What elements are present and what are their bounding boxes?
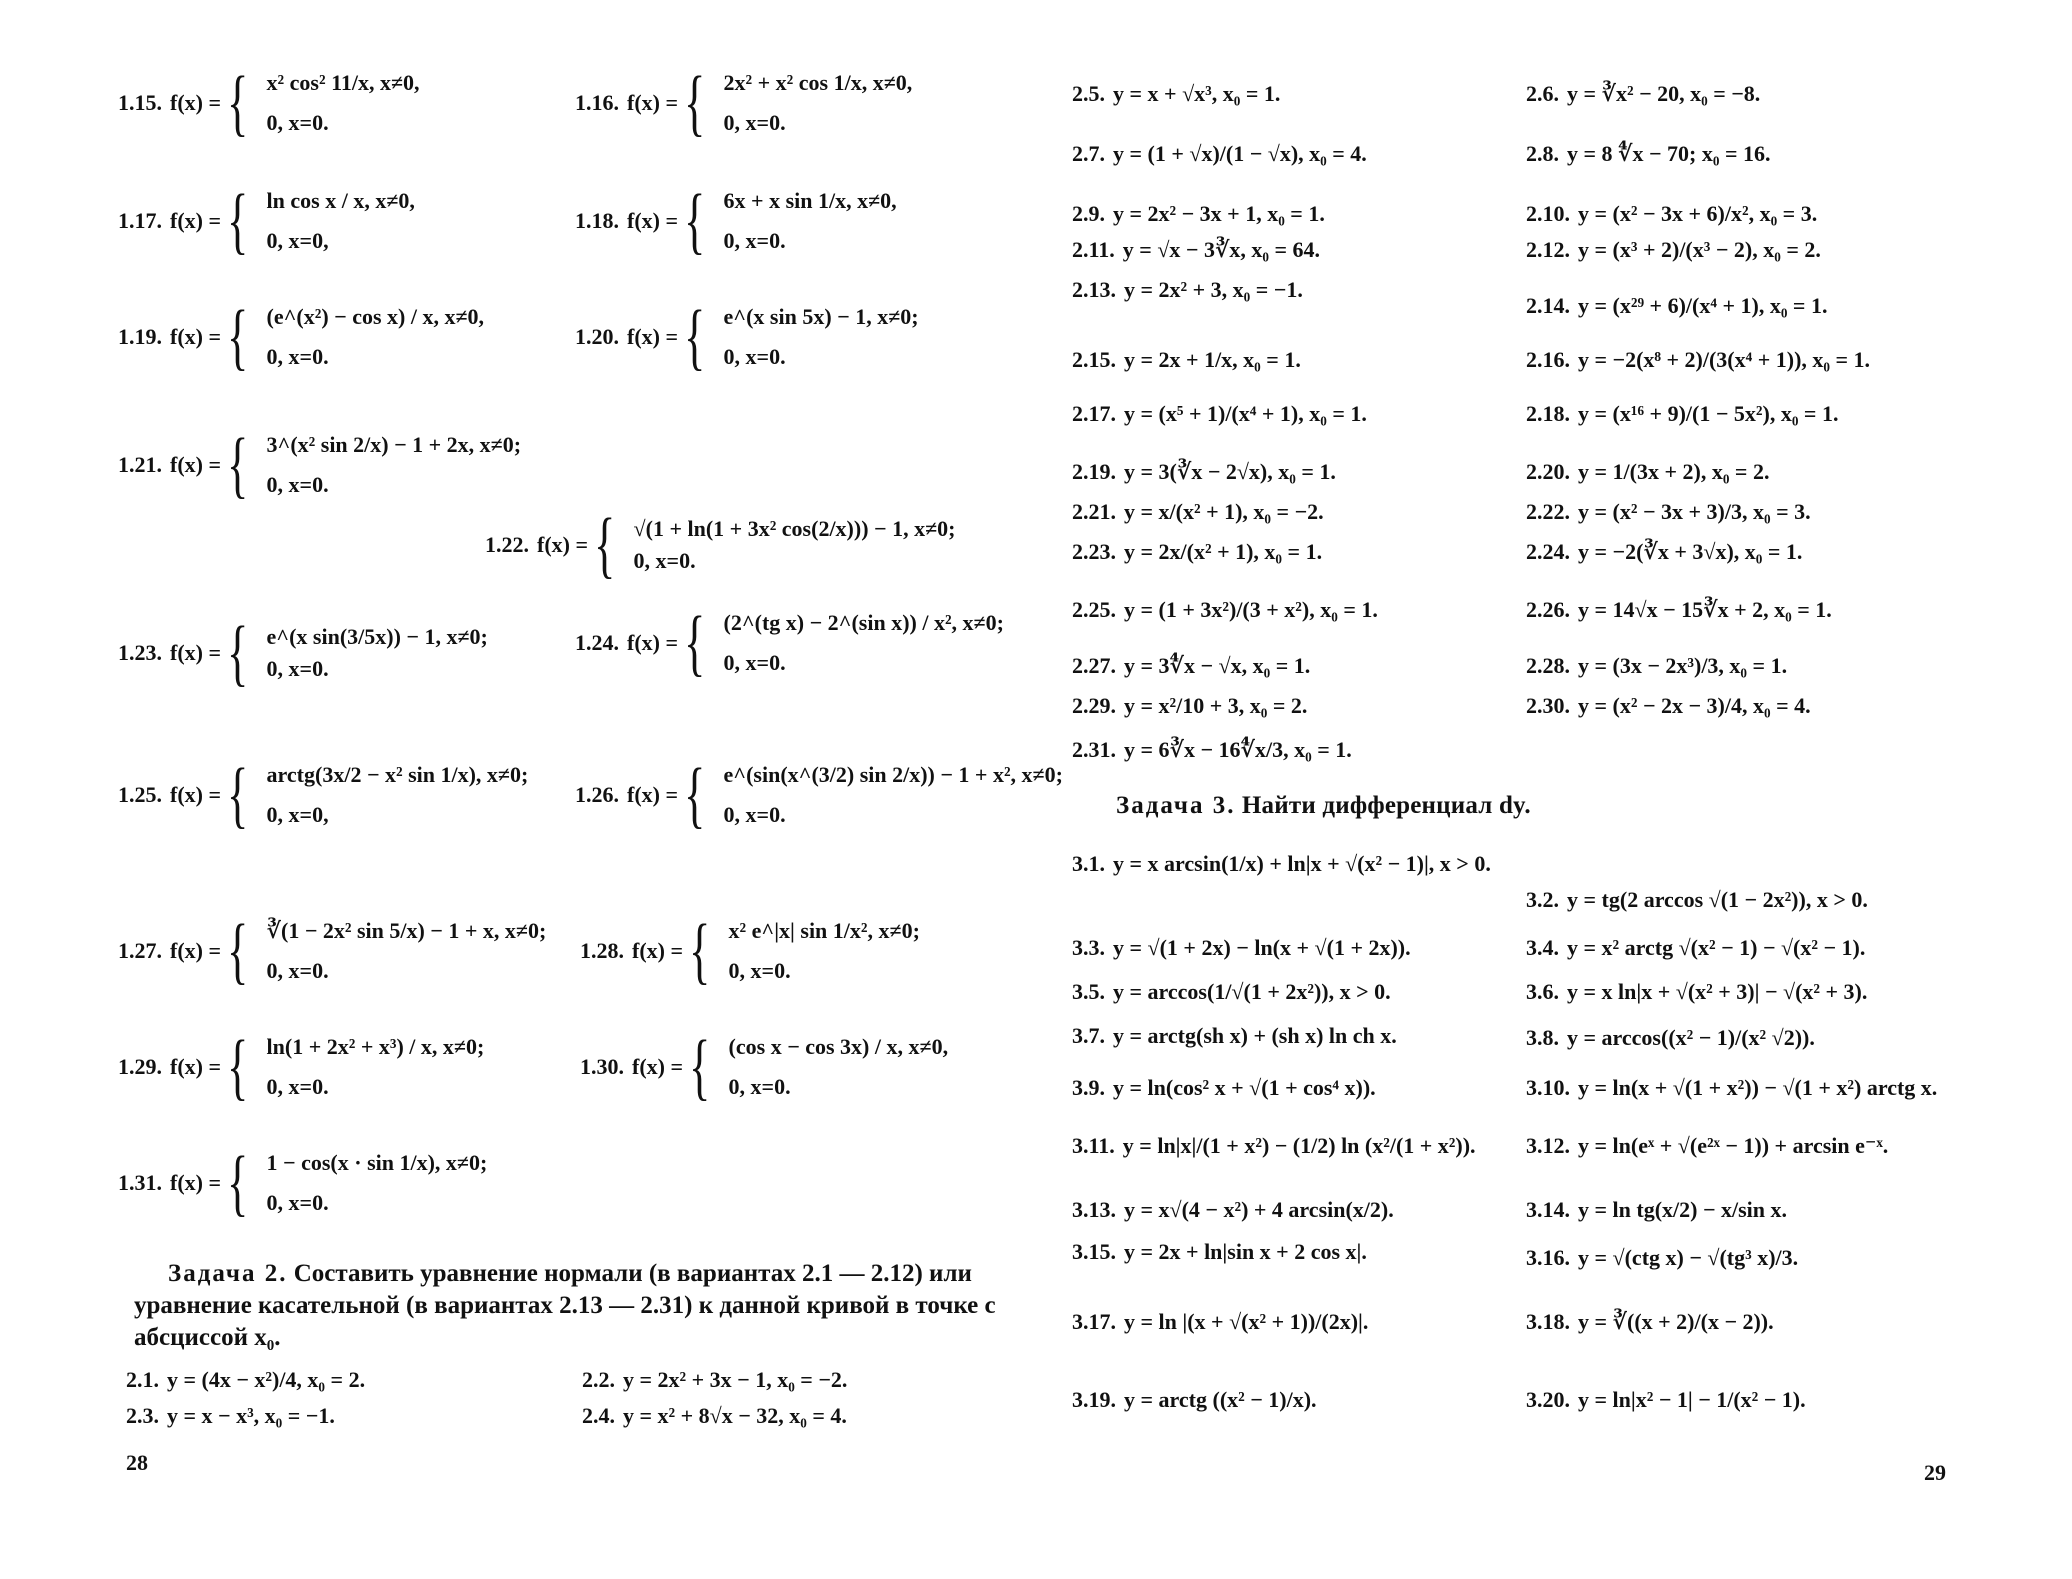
problem-number: 2.25.: [1072, 597, 1116, 622]
case-1: 3^(x² sin 2/x) − 1 + 2x, x≠0;: [266, 432, 522, 458]
cases: [724, 304, 919, 370]
cases: [724, 188, 897, 254]
problem-lhs: f(x) =: [537, 532, 589, 558]
problem-3-18: [1526, 1308, 1774, 1336]
problem-number: 3.16.: [1526, 1245, 1570, 1270]
problem-expression: y = ln(x + √(1 + x²)) − √(1 + x²) arctg x.: [1578, 1075, 1938, 1100]
problem-number: 2.24.: [1526, 539, 1570, 564]
problem-expression: y = x ln|x + √(x² + 3)| − √(x² + 3).: [1567, 979, 1868, 1004]
problem-number: 3.2.: [1526, 887, 1559, 912]
problem-lhs: f(x) =: [627, 782, 679, 808]
case-2: 0, x=0.: [723, 650, 786, 676]
problem-lhs: f(x) =: [170, 90, 222, 116]
problem-number: 3.3.: [1072, 935, 1105, 960]
brace: {: [684, 296, 706, 378]
problem-3-4: [1526, 934, 1865, 962]
problem-number: 3.20.: [1526, 1387, 1570, 1412]
problem-lhs: f(x) =: [627, 90, 679, 116]
brace: {: [227, 754, 249, 836]
problem-expression: y = x² + 8√x − 32, x₀ = 4.: [623, 1403, 847, 1428]
problem-lhs: f(x) =: [170, 640, 222, 666]
problem-3-5: [1072, 978, 1391, 1006]
problem-2-26: [1526, 596, 1832, 624]
case-2: 0, x=0.: [266, 1190, 329, 1216]
problem-1-31: [118, 1142, 488, 1224]
problem-expression: y = ln(cos² x + √(1 + cos⁴ x)).: [1113, 1075, 1376, 1100]
task2-text: Составить уравнение нормали (в вариантах 2.1 — 2.12) или уравнение касательной (в вариантах 2.13 — 2.31) к данной кривой в точке с абсциссой x₀.: [134, 1260, 996, 1351]
case-2: 0, x=0.: [266, 958, 329, 984]
brace: {: [227, 296, 249, 378]
problem-3-10: [1526, 1074, 1937, 1102]
problem-expression: y = √x − 3∛x, x₀ = 64.: [1122, 237, 1321, 262]
problem-number: 2.31.: [1072, 737, 1116, 762]
problem-number: 3.14.: [1526, 1197, 1570, 1222]
brace: {: [684, 180, 706, 262]
problem-number: 3.8.: [1526, 1025, 1559, 1050]
problem-3-2: [1526, 886, 1868, 914]
problem-expression: y = x − x³, x₀ = −1.: [167, 1403, 335, 1428]
problem-expression: y = 2x + 1/x, x₀ = 1.: [1124, 347, 1301, 372]
problem-lhs: f(x) =: [170, 208, 222, 234]
problem-expression: y = 8 ∜x − 70; x₀ = 16.: [1567, 141, 1771, 166]
page-number: 28: [126, 1450, 148, 1475]
problem-number: 2.15.: [1072, 347, 1116, 372]
problem-number: 3.7.: [1072, 1023, 1105, 1048]
brace: {: [684, 602, 706, 684]
problem-number: 1.22.: [485, 532, 529, 558]
problem-lhs: f(x) =: [170, 1170, 222, 1196]
problem-number: 3.19.: [1072, 1387, 1116, 1412]
problem-number: 3.1.: [1072, 851, 1105, 876]
problem-number: 3.17.: [1072, 1309, 1116, 1334]
problem-2-15: [1072, 346, 1301, 374]
problem-expression: y = 3∜x − √x, x₀ = 1.: [1124, 653, 1311, 678]
case-2: 0, x=0.: [266, 656, 329, 682]
problem-3-3: [1072, 934, 1411, 962]
problem-2-16: [1526, 346, 1870, 374]
problem-number: 2.5.: [1072, 81, 1105, 106]
problem-expression: y = (x²⁹ + 6)/(x⁴ + 1), x₀ = 1.: [1578, 293, 1828, 318]
problem-expression: y = arctg(sh x) + (sh x) ln ch x.: [1113, 1023, 1397, 1048]
problem-expression: y = −2(∛x + 3√x), x₀ = 1.: [1578, 539, 1803, 564]
problem-1-23: [118, 612, 488, 694]
case-2: 0, x=0.: [723, 344, 786, 370]
problem-number: 2.10.: [1526, 201, 1570, 226]
problem-expression: y = x + √x³, x₀ = 1.: [1113, 81, 1281, 106]
cases: [267, 304, 485, 370]
problem-2-7: [1072, 140, 1367, 168]
problem-expression: y = ln|x|/(1 + x²) − (1/2) ln (x²/(1 + x²)).: [1122, 1133, 1476, 1158]
case-2: 0, x=0.: [723, 228, 786, 254]
brace: {: [684, 62, 706, 144]
problem-number: 3.10.: [1526, 1075, 1570, 1100]
problem-number: 2.16.: [1526, 347, 1570, 372]
problem-number: 3.4.: [1526, 935, 1559, 960]
case-1: x² e^|x| sin 1/x², x≠0;: [728, 918, 920, 944]
problem-1-29: [118, 1026, 485, 1108]
problem-number: 1.27.: [118, 938, 162, 964]
problem-lhs: f(x) =: [632, 938, 684, 964]
problem-number: 1.15.: [118, 90, 162, 116]
problem-3-6: [1526, 978, 1867, 1006]
problem-expression: y = (1 + √x)/(1 − √x), x₀ = 4.: [1113, 141, 1367, 166]
problem-3-7: [1072, 1022, 1397, 1050]
problem-expression: y = arctg ((x² − 1)/x).: [1124, 1387, 1317, 1412]
problem-number: 2.8.: [1526, 141, 1559, 166]
problem-expression: y = (1 + 3x²)/(3 + x²), x₀ = 1.: [1124, 597, 1378, 622]
case-1: (cos x − cos 3x) / x, x≠0,: [728, 1034, 949, 1060]
problem-number: 2.4.: [582, 1403, 615, 1428]
problem-expression: y = tg(2 arccos √(1 − 2x²)), x > 0.: [1567, 887, 1868, 912]
cases: [267, 70, 420, 136]
problem-expression: y = 2x/(x² + 1), x₀ = 1.: [1124, 539, 1323, 564]
case-1: arctg(3x/2 − x² sin 1/x), x≠0;: [266, 762, 529, 788]
problem-number: 2.9.: [1072, 201, 1105, 226]
problem-number: 1.29.: [118, 1054, 162, 1080]
problem-3-13: [1072, 1196, 1394, 1224]
case-1: x² cos² 11/x, x≠0,: [266, 70, 420, 96]
task3-heading: [1116, 792, 1531, 820]
problem-3-12: [1526, 1132, 1888, 1160]
problem-expression: y = 2x² + 3x − 1, x₀ = −2.: [623, 1367, 848, 1392]
problem-number: 2.17.: [1072, 401, 1116, 426]
problem-number: 1.25.: [118, 782, 162, 808]
problem-1-21: [118, 424, 522, 506]
problem-expression: y = 1/(3x + 2), x₀ = 2.: [1578, 459, 1770, 484]
problem-expression: y = √(ctg x) − √(tg³ x)/3.: [1578, 1245, 1799, 1270]
cases: [729, 918, 920, 984]
task2-statement: [134, 1258, 1034, 1354]
problem-2-3: [126, 1402, 335, 1430]
case-1: e^(x sin(3/5x)) − 1, x≠0;: [266, 624, 488, 650]
case-1: ∛(1 − 2x² sin 5/x) − 1 + x, x≠0;: [266, 918, 547, 944]
brace: {: [684, 754, 706, 836]
problem-number: 2.30.: [1526, 693, 1570, 718]
brace: {: [227, 424, 249, 506]
problem-number: 3.6.: [1526, 979, 1559, 1004]
problem-expression: y = x√(4 − x²) + 4 arcsin(x/2).: [1124, 1197, 1394, 1222]
problem-expression: y = x arcsin(1/x) + ln|x + √(x² − 1)|, x > 0.: [1113, 851, 1491, 876]
case-1: e^(sin(x^(3/2) sin 2/x)) − 1 + x², x≠0;: [723, 762, 1063, 788]
problem-1-18: [575, 180, 897, 262]
brace: {: [689, 1026, 711, 1108]
cases: [267, 624, 488, 682]
problem-expression: y = (4x − x²)/4, x₀ = 2.: [167, 1367, 366, 1392]
problem-expression: y = 2x² + 3, x₀ = −1.: [1124, 277, 1303, 302]
problem-lhs: f(x) =: [632, 1054, 684, 1080]
brace: {: [227, 612, 249, 694]
problem-expression: y = x²/10 + 3, x₀ = 2.: [1124, 693, 1308, 718]
problem-expression: y = ∛((x + 2)/(x − 2)).: [1578, 1309, 1774, 1334]
problem-expression: y = (x² − 2x − 3)/4, x₀ = 4.: [1578, 693, 1811, 718]
problem-1-25: [118, 754, 529, 836]
problem-2-23: [1072, 538, 1322, 566]
problem-1-22: [485, 504, 956, 586]
problem-expression: y = 2x + ln|sin x + 2 cos x|.: [1124, 1239, 1367, 1264]
problem-expression: y = (x² − 3x + 3)/3, x₀ = 3.: [1578, 499, 1811, 524]
problem-2-8: [1526, 140, 1771, 168]
problem-expression: y = ln |(x + √(x² + 1))/(2x)|.: [1124, 1309, 1369, 1334]
problem-number: 2.12.: [1526, 237, 1570, 262]
case-2: 0, x=0.: [633, 548, 696, 574]
task3-label: Задача 3.: [1116, 792, 1236, 819]
problem-number: 2.26.: [1526, 597, 1570, 622]
problem-number: 2.6.: [1526, 81, 1559, 106]
problem-2-30: [1526, 692, 1811, 720]
problem-lhs: f(x) =: [627, 324, 679, 350]
problem-1-19: [118, 296, 485, 378]
problem-number: 3.13.: [1072, 1197, 1116, 1222]
brace: {: [227, 1142, 249, 1224]
problem-number: 3.15.: [1072, 1239, 1116, 1264]
problem-2-22: [1526, 498, 1811, 526]
problem-expression: y = ∛x² − 20, x₀ = −8.: [1567, 81, 1761, 106]
problem-expression: y = ln(eˣ + √(e²ˣ − 1)) + arcsin e⁻ˣ.: [1578, 1133, 1889, 1158]
problem-number: 2.28.: [1526, 653, 1570, 678]
problem-expression: y = (3x − 2x³)/3, x₀ = 1.: [1578, 653, 1788, 678]
problem-2-2: [582, 1366, 847, 1394]
brace: {: [689, 910, 711, 992]
problem-2-11: [1072, 236, 1320, 264]
problem-number: 2.7.: [1072, 141, 1105, 166]
problem-number: 2.22.: [1526, 499, 1570, 524]
problem-2-4: [582, 1402, 847, 1430]
problem-3-20: [1526, 1386, 1806, 1414]
problem-number: 3.11.: [1072, 1133, 1115, 1158]
problem-2-6: [1526, 80, 1760, 108]
problem-number: 1.21.: [118, 452, 162, 478]
problem-number: 1.24.: [575, 630, 619, 656]
problem-number: 2.23.: [1072, 539, 1116, 564]
case-1: 2x² + x² cos 1/x, x≠0,: [723, 70, 913, 96]
problem-number: 2.20.: [1526, 459, 1570, 484]
problem-expression: y = √(1 + 2x) − ln(x + √(1 + 2x)).: [1113, 935, 1411, 960]
problem-2-21: [1072, 498, 1324, 526]
problem-number: 2.2.: [582, 1367, 615, 1392]
problem-3-11: [1072, 1132, 1476, 1160]
problem-2-20: [1526, 458, 1769, 486]
problem-1-24: [575, 602, 1004, 684]
problem-expression: y = 6∛x − 16∜x/3, x₀ = 1.: [1124, 737, 1352, 762]
case-2: 0, x=0.: [266, 344, 329, 370]
problem-number: 1.23.: [118, 640, 162, 666]
brace: {: [227, 1026, 249, 1108]
problem-2-29: [1072, 692, 1307, 720]
case-2: 0, x=0.: [728, 958, 791, 984]
problem-1-17: [118, 180, 415, 262]
problem-expression: y = ln|x² − 1| − 1/(x² − 1).: [1578, 1387, 1806, 1412]
problem-number: 3.5.: [1072, 979, 1105, 1004]
problem-lhs: f(x) =: [170, 324, 222, 350]
problem-expression: y = x/(x² + 1), x₀ = −2.: [1124, 499, 1324, 524]
problem-expression: y = 3(∛x − 2√x), x₀ = 1.: [1124, 459, 1336, 484]
case-2: 0, x=0.: [723, 110, 786, 136]
problem-number: 2.13.: [1072, 277, 1116, 302]
problem-number: 2.14.: [1526, 293, 1570, 318]
problem-2-1: [126, 1366, 365, 1394]
problem-2-9: [1072, 200, 1325, 228]
problem-number: 2.21.: [1072, 499, 1116, 524]
problem-3-17: [1072, 1308, 1368, 1336]
problem-number: 3.18.: [1526, 1309, 1570, 1334]
problem-2-24: [1526, 538, 1802, 566]
problem-expression: y = (x² − 3x + 6)/x², x₀ = 3.: [1578, 201, 1818, 226]
problem-2-12: [1526, 236, 1821, 264]
problem-lhs: f(x) =: [170, 452, 222, 478]
cases: [634, 516, 956, 574]
case-2: 0, x=0.: [266, 110, 329, 136]
problem-expression: y = (x⁵ + 1)/(x⁴ + 1), x₀ = 1.: [1124, 401, 1367, 426]
case-1: (e^(x²) − cos x) / x, x≠0,: [266, 304, 485, 330]
case-2: 0, x=0.: [266, 1074, 329, 1100]
problem-1-16: [575, 62, 913, 144]
cases: [267, 188, 415, 254]
problem-lhs: f(x) =: [627, 208, 679, 234]
problem-lhs: f(x) =: [170, 938, 222, 964]
case-2: 0, x=0,: [266, 228, 329, 254]
problem-number: 1.26.: [575, 782, 619, 808]
problem-number: 1.20.: [575, 324, 619, 350]
case-2: 0, x=0.: [723, 802, 786, 828]
case-1: 1 − cos(x · sin 1/x), x≠0;: [266, 1150, 488, 1176]
case-1: e^(x sin 5x) − 1, x≠0;: [723, 304, 919, 330]
problem-expression: y = ln tg(x/2) − x/sin x.: [1578, 1197, 1788, 1222]
case-1: (2^(tg x) − 2^(sin x)) / x², x≠0;: [723, 610, 1004, 636]
cases: [267, 1034, 485, 1100]
brace: {: [227, 180, 249, 262]
problem-number: 2.29.: [1072, 693, 1116, 718]
problem-2-14: [1526, 292, 1827, 320]
task3-text: Найти дифференциал dy.: [1241, 792, 1531, 819]
problem-number: 1.18.: [575, 208, 619, 234]
problem-3-16: [1526, 1244, 1798, 1272]
problem-number: 3.9.: [1072, 1075, 1105, 1100]
problem-2-31: [1072, 736, 1352, 764]
problem-1-28: [580, 910, 920, 992]
task2-label: Задача 2.: [168, 1260, 288, 1287]
problem-2-17: [1072, 400, 1367, 428]
problem-number: 1.31.: [118, 1170, 162, 1196]
case-2: 0, x=0,: [266, 802, 329, 828]
problem-3-19: [1072, 1386, 1317, 1414]
problem-1-15: [118, 62, 420, 144]
cases: [724, 70, 913, 136]
cases: [724, 610, 1004, 676]
problem-number: 2.27.: [1072, 653, 1116, 678]
cases: [729, 1034, 949, 1100]
problem-number: 3.12.: [1526, 1133, 1570, 1158]
case-1: ln cos x / x, x≠0,: [266, 188, 415, 214]
problem-number: 1.28.: [580, 938, 624, 964]
cases: [267, 762, 529, 828]
problem-expression: y = arccos((x² − 1)/(x² √2)).: [1567, 1025, 1815, 1050]
problem-2-25: [1072, 596, 1378, 624]
page-number: 29: [1924, 1460, 1946, 1485]
problem-lhs: f(x) =: [170, 782, 222, 808]
problem-1-20: [575, 296, 919, 378]
problem-number: 1.16.: [575, 90, 619, 116]
case-2: 0, x=0.: [728, 1074, 791, 1100]
problem-1-27: [118, 910, 547, 992]
problem-expression: y = 14√x − 15∛x + 2, x₀ = 1.: [1578, 597, 1832, 622]
cases: [267, 1150, 488, 1216]
problem-number: 2.19.: [1072, 459, 1116, 484]
problem-1-30: [580, 1026, 949, 1108]
problem-number: 1.17.: [118, 208, 162, 234]
problem-number: 2.18.: [1526, 401, 1570, 426]
brace: {: [227, 62, 249, 144]
problem-lhs: f(x) =: [170, 1054, 222, 1080]
problem-3-1: [1072, 850, 1491, 878]
problem-2-5: [1072, 80, 1280, 108]
problem-2-27: [1072, 652, 1310, 680]
problem-number: 2.11.: [1072, 237, 1115, 262]
problem-2-19: [1072, 458, 1336, 486]
problem-number: 2.1.: [126, 1367, 159, 1392]
problem-3-9: [1072, 1074, 1376, 1102]
brace: {: [594, 504, 616, 586]
cases: [267, 918, 547, 984]
problem-expression: y = arccos(1/√(1 + 2x²)), x > 0.: [1113, 979, 1391, 1004]
problem-expression: y = 2x² − 3x + 1, x₀ = 1.: [1113, 201, 1325, 226]
problem-expression: y = (x¹⁶ + 9)/(1 − 5x²), x₀ = 1.: [1578, 401, 1839, 426]
case-1: 6x + x sin 1/x, x≠0,: [723, 188, 897, 214]
page-right: [1036, 0, 2072, 1579]
problem-expression: y = (x³ + 2)/(x³ − 2), x₀ = 2.: [1578, 237, 1821, 262]
problem-3-14: [1526, 1196, 1787, 1224]
case-2: 0, x=0.: [266, 472, 329, 498]
problem-expression: y = −2(x⁸ + 2)/(3(x⁴ + 1)), x₀ = 1.: [1578, 347, 1871, 372]
problem-2-10: [1526, 200, 1817, 228]
brace: {: [227, 910, 249, 992]
problem-number: 2.3.: [126, 1403, 159, 1428]
problem-3-15: [1072, 1238, 1367, 1266]
cases: [267, 432, 522, 498]
problem-3-8: [1526, 1024, 1815, 1052]
cases: [724, 762, 1063, 828]
problem-2-13: [1072, 276, 1303, 304]
case-1: √(1 + ln(1 + 3x² cos(2/x))) − 1, x≠0;: [633, 516, 956, 542]
problem-expression: y = x² arctg √(x² − 1) − √(x² − 1).: [1567, 935, 1866, 960]
problem-number: 1.19.: [118, 324, 162, 350]
problem-2-28: [1526, 652, 1787, 680]
problem-number: 1.30.: [580, 1054, 624, 1080]
problem-2-18: [1526, 400, 1838, 428]
problem-lhs: f(x) =: [627, 630, 679, 656]
problem-1-26: [575, 754, 1063, 836]
case-1: ln(1 + 2x² + x³) / x, x≠0;: [266, 1034, 485, 1060]
